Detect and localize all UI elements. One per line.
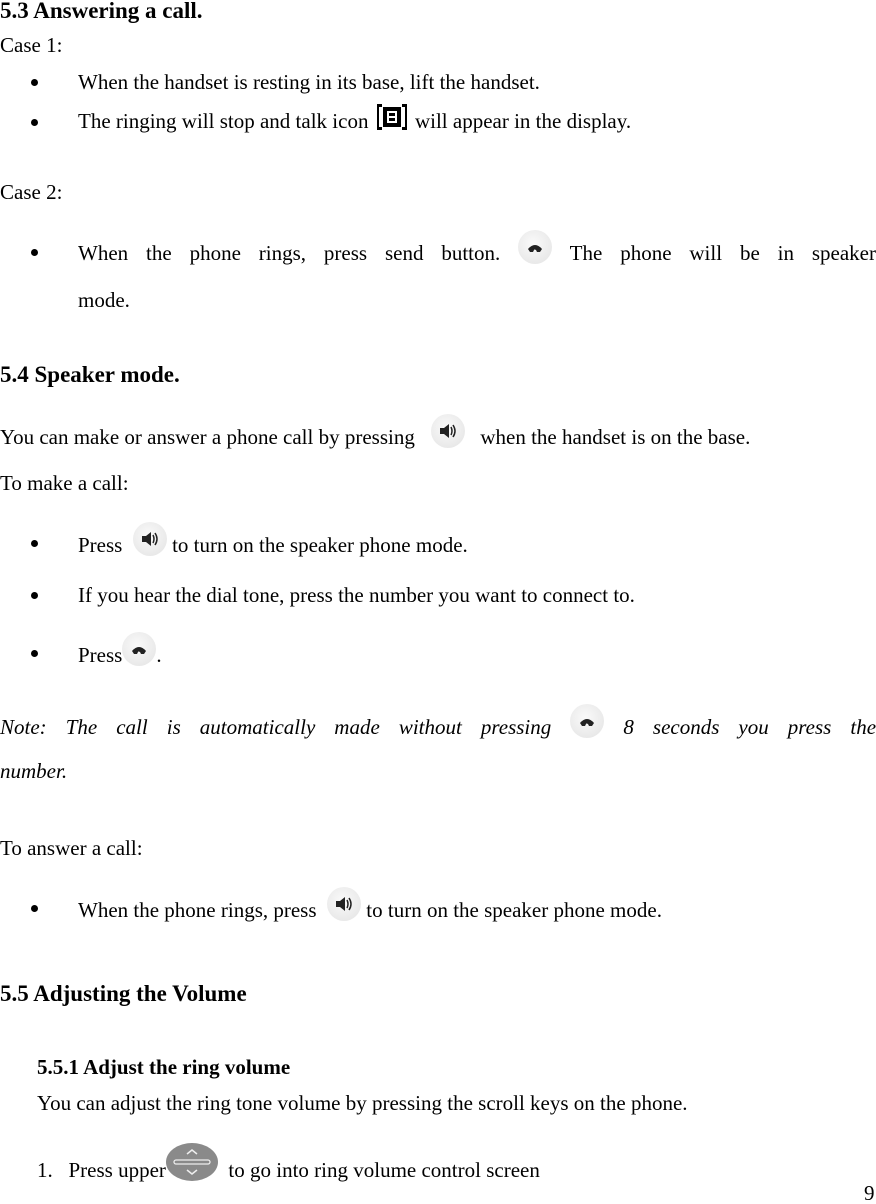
text: You can make or answer a phone call by pressing xyxy=(0,424,415,449)
list-item-cont: mode. xyxy=(78,288,130,312)
speaker-icon xyxy=(133,522,167,556)
list-item: If you hear the dial tone, press the number you want to connect to. xyxy=(78,583,635,607)
case2-label: Case 2: xyxy=(0,180,63,204)
send-icon xyxy=(122,632,156,666)
text: 8 seconds you press the xyxy=(623,714,876,739)
step xyxy=(37,1153,540,1191)
section-5-5-heading: 5.5 Adjusting the Volume xyxy=(0,981,247,1006)
bullet xyxy=(31,650,38,657)
text: . xyxy=(156,642,162,667)
bullet xyxy=(31,249,38,256)
section-5-4-heading: 5.4 Speaker mode. xyxy=(0,362,180,387)
subsection-heading: 5.5.1 Adjust the ring volume xyxy=(37,1055,291,1079)
text: to turn on the speaker phone mode. xyxy=(366,897,662,922)
text: Press xyxy=(78,642,123,667)
bullet xyxy=(31,540,38,547)
text: When the phone rings, press send button. xyxy=(78,240,501,265)
text: to go into ring volume control screen xyxy=(228,1157,540,1182)
text: will appear in the display. xyxy=(414,109,632,133)
bullet xyxy=(31,79,38,86)
list-item xyxy=(78,108,631,138)
list-item xyxy=(78,640,162,674)
bullet xyxy=(31,119,38,126)
send-icon xyxy=(570,704,604,738)
text: Press upper xyxy=(68,1157,166,1182)
speaker-icon xyxy=(431,414,465,448)
case1-label: Case 1: xyxy=(0,33,63,57)
text: to turn on the speaker phone mode. xyxy=(172,532,468,557)
bullet xyxy=(31,592,38,599)
send-icon xyxy=(518,230,552,264)
paragraph xyxy=(0,422,750,456)
note xyxy=(0,712,876,746)
page-number: 9 xyxy=(864,1181,875,1204)
step-number: 1. xyxy=(37,1157,53,1182)
text: Note: The call is automatically made without pressing xyxy=(0,714,552,739)
text: The phone will be in speaker xyxy=(569,240,876,265)
note-cont: number. xyxy=(0,759,68,783)
make-call-label: To make a call: xyxy=(0,471,129,495)
text: when the handset is on the base. xyxy=(480,424,751,449)
paragraph: You can adjust the ring tone volume by pressing the scroll keys on the phone. xyxy=(37,1091,688,1115)
section-5-3-heading: 5.3 Answering a call. xyxy=(0,0,203,23)
text: Press xyxy=(78,532,123,557)
list-item xyxy=(78,238,876,272)
list-item xyxy=(78,530,468,564)
bullet xyxy=(31,905,38,912)
text: When the phone rings, press xyxy=(78,897,317,922)
speaker-icon xyxy=(327,887,361,921)
text: The ringing will stop and talk icon xyxy=(78,109,369,133)
list-item xyxy=(78,895,662,929)
answer-call-label: To answer a call: xyxy=(0,836,143,860)
talk-icon xyxy=(374,102,410,132)
scroll-key-icon xyxy=(166,1143,218,1181)
list-item: When the handset is resting in its base, lift the handset. xyxy=(78,70,540,94)
